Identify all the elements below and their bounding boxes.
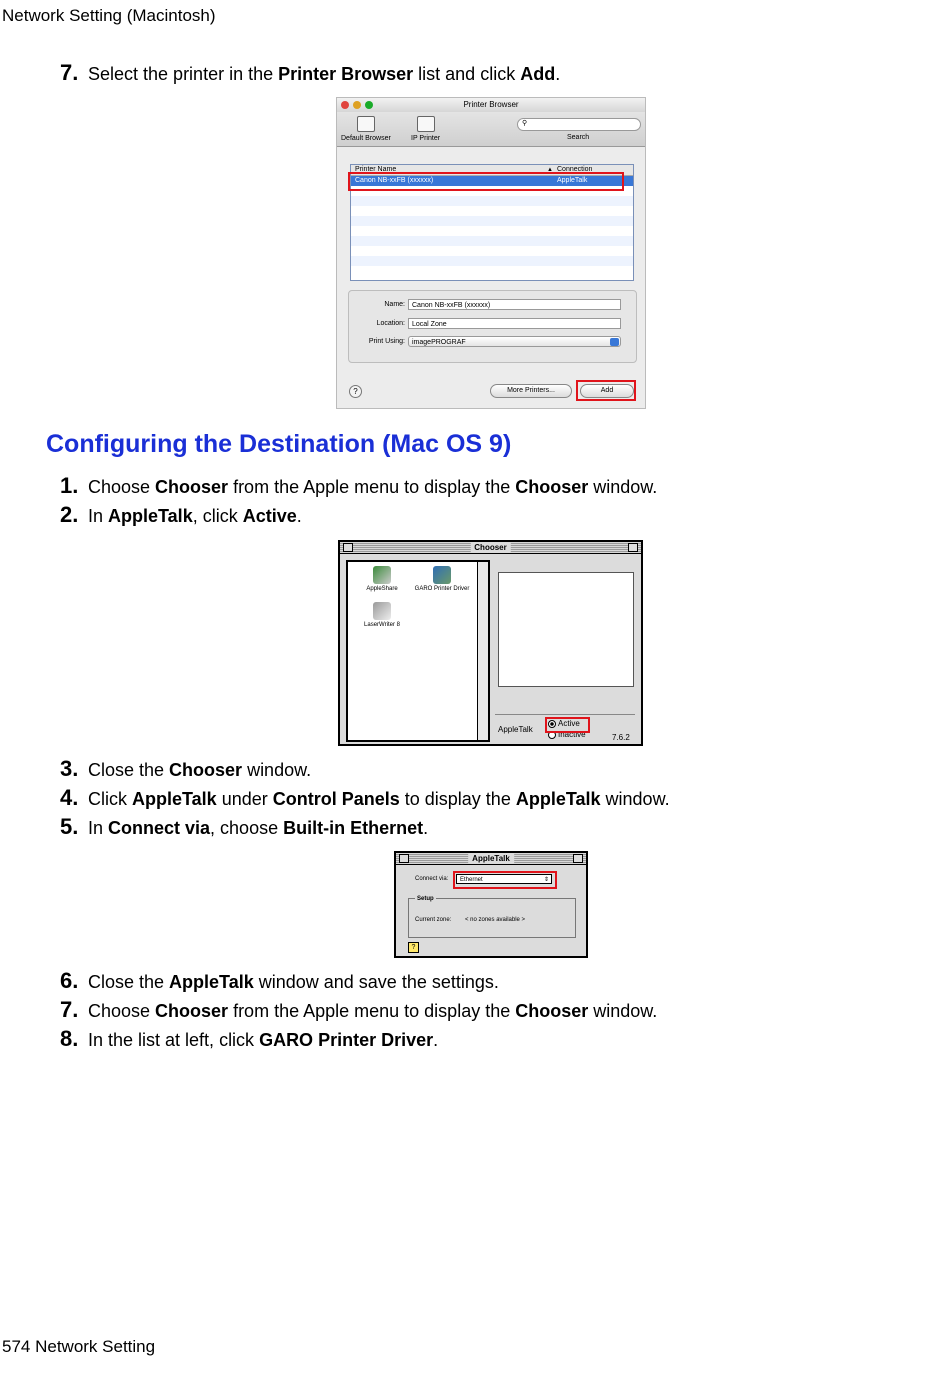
step-7-select-printer <box>60 62 560 85</box>
column-header-connection[interactable]: Connection <box>557 166 593 173</box>
step-bold: Chooser <box>155 1001 229 1021</box>
connect-via-value: Ethernet <box>460 877 483 883</box>
step-text: . <box>423 818 429 838</box>
highlight-box <box>576 380 636 401</box>
step-bold: Chooser <box>515 1001 589 1021</box>
step-bold: AppleTalk <box>515 789 601 809</box>
step-text: , click <box>192 506 243 526</box>
chevron-updown-icon <box>610 338 619 346</box>
step-number: 4. <box>60 785 79 810</box>
step-number: 7. <box>60 997 79 1022</box>
step-text: , choose <box>210 818 284 838</box>
step-text: window. <box>588 477 658 497</box>
step-text: window. <box>242 760 312 780</box>
location-field[interactable]: Local Zone <box>408 318 621 329</box>
connection-cell: AppleTalk <box>557 177 588 184</box>
table-row <box>351 226 633 236</box>
step-text: window and save the settings. <box>253 972 499 992</box>
table-row <box>351 206 633 216</box>
step-bold: Chooser <box>155 477 229 497</box>
table-row <box>351 216 633 226</box>
step-text: In <box>88 506 109 526</box>
step-7-open-chooser <box>60 999 657 1022</box>
table-row <box>351 236 633 246</box>
printer-browser-window <box>336 97 646 409</box>
step-text: Select the printer in the <box>88 64 279 84</box>
chooser-driver-list[interactable] <box>346 560 490 742</box>
step-bold: AppleTalk <box>169 972 254 992</box>
name-field[interactable]: Canon NB-xxFB (xxxxxx) <box>408 299 621 310</box>
more-printers-button[interactable]: More Printers... <box>490 384 572 398</box>
step-text: In the list at left, click <box>88 1030 260 1050</box>
appletalk-window <box>394 851 588 958</box>
step-bold: Chooser <box>169 760 243 780</box>
step-text: . <box>433 1030 439 1050</box>
name-label: Name: <box>384 301 405 308</box>
toolbar-label: Default Browser <box>341 135 391 142</box>
location-label: Location: <box>376 320 405 327</box>
table-row <box>351 266 633 276</box>
step-6-close-appletalk <box>60 970 499 993</box>
search-label: Search <box>567 134 590 141</box>
step-text: Choose <box>88 477 156 497</box>
step-text: Close the <box>88 972 170 992</box>
collapse-box-icon[interactable] <box>573 854 583 863</box>
step-bold: Connect via <box>108 818 211 838</box>
step-text: In <box>88 818 109 838</box>
section-title: Configuring the Destination (Mac OS 9) <box>46 430 512 458</box>
item-label: GARO Printer Driver <box>414 586 470 592</box>
highlight-box <box>453 871 557 889</box>
laserwriter-icon <box>373 602 391 620</box>
title-bar <box>396 853 586 865</box>
add-button[interactable]: Add <box>580 384 634 398</box>
laserwriter-item[interactable] <box>352 602 412 628</box>
step-text: . <box>555 64 561 84</box>
printer-name-cell: Canon NB-xxFB (xxxxxx) <box>355 177 434 184</box>
print-using-select[interactable] <box>408 336 621 347</box>
help-icon[interactable]: ? <box>408 942 419 953</box>
step-bold: AppleTalk <box>108 506 193 526</box>
step-bold: AppleTalk <box>132 789 217 809</box>
window-title: Chooser <box>470 542 510 553</box>
step-bold: Printer Browser <box>278 64 414 84</box>
step-2-activate-appletalk <box>60 504 302 527</box>
step-1-open-chooser <box>60 475 657 498</box>
step-text: under <box>216 789 273 809</box>
step-text: window. <box>600 789 670 809</box>
printer-icon <box>357 116 375 132</box>
step-number: 7. <box>60 60 79 85</box>
appleshare-item[interactable] <box>352 566 412 592</box>
sort-arrow-icon: ▲ <box>547 167 553 173</box>
step-text: from the Apple menu to display the <box>228 1001 516 1021</box>
step-bold: Active <box>242 506 297 526</box>
highlight-box <box>348 172 624 191</box>
step-bold: GARO Printer Driver <box>259 1030 434 1050</box>
step-number: 6. <box>60 968 79 993</box>
collapse-box-icon[interactable] <box>628 543 638 552</box>
current-zone-value: < no zones available > <box>465 917 526 923</box>
setup-label: Setup <box>417 896 434 902</box>
step-bold: Add <box>520 64 556 84</box>
table-row <box>351 256 633 266</box>
scrollbar[interactable] <box>477 562 488 740</box>
item-label: LaserWriter 8 <box>364 622 400 628</box>
default-browser-button[interactable] <box>341 116 391 142</box>
garo-printer-driver-item[interactable] <box>412 566 472 592</box>
printer-info-form <box>348 290 637 363</box>
table-row <box>351 196 633 206</box>
step-number: 8. <box>60 1026 79 1051</box>
table-row <box>351 246 633 256</box>
divider <box>495 714 635 715</box>
current-zone-label: Current zone: <box>415 917 452 923</box>
step-number: 5. <box>60 814 79 839</box>
connect-via-label: Connect via: <box>415 876 449 882</box>
print-using-label: Print Using: <box>368 338 405 345</box>
item-label: AppleShare <box>366 586 398 592</box>
chooser-selection-panel <box>498 572 634 687</box>
column-header-name[interactable]: Printer Name <box>355 166 397 173</box>
step-text: Close the <box>88 760 170 780</box>
printer-driver-icon <box>433 566 451 584</box>
search-icon: ⚲ <box>522 120 528 127</box>
step-number: 1. <box>60 473 79 498</box>
step-text: Choose <box>88 1001 156 1021</box>
page-footer: 574 Network Setting <box>2 1337 156 1356</box>
toolbar-label: IP Printer <box>411 135 441 142</box>
page-header: Network Setting (Macintosh) <box>2 6 216 25</box>
chooser-window <box>338 540 643 746</box>
title-bar <box>340 542 641 554</box>
search-input[interactable] <box>517 118 641 131</box>
highlight-box <box>545 717 590 733</box>
step-text: to display the <box>399 789 516 809</box>
appleshare-icon <box>373 566 391 584</box>
close-box-icon[interactable] <box>343 543 353 552</box>
window-title: AppleTalk <box>468 853 514 864</box>
version-label: 7.6.2 <box>612 733 630 742</box>
step-text: . <box>296 506 302 526</box>
print-using-value: imagePROGRAF <box>412 339 466 346</box>
close-icon[interactable] <box>341 101 349 109</box>
chevron-updown-icon: ⇕ <box>543 877 549 883</box>
step-bold: Control Panels <box>272 789 400 809</box>
step-bold: Built-in Ethernet <box>283 818 424 838</box>
globe-printer-icon <box>417 116 435 132</box>
step-bold: Chooser <box>515 477 589 497</box>
step-4-open-appletalk <box>60 787 670 810</box>
ip-printer-button[interactable] <box>411 116 440 142</box>
step-3-close-chooser <box>60 758 311 781</box>
window-title: Printer Browser <box>337 98 645 112</box>
step-text: from the Apple menu to display the <box>228 477 516 497</box>
step-5-connect-via <box>60 816 428 839</box>
step-8-click-garo <box>60 1028 438 1051</box>
step-number: 2. <box>60 502 79 527</box>
step-number: 3. <box>60 756 79 781</box>
radio-label: Inactive <box>558 730 586 739</box>
toolbar <box>337 112 645 147</box>
appletalk-label: AppleTalk <box>498 725 533 734</box>
step-text: Click <box>88 789 132 809</box>
close-box-icon[interactable] <box>399 854 409 863</box>
radio-label: Active <box>558 719 580 728</box>
step-text: window. <box>588 1001 658 1021</box>
step-text: list and click <box>413 64 521 84</box>
help-icon[interactable]: ? <box>349 385 362 398</box>
zoom-icon[interactable] <box>365 101 373 109</box>
setup-group <box>408 898 576 938</box>
minimize-icon[interactable] <box>353 101 361 109</box>
